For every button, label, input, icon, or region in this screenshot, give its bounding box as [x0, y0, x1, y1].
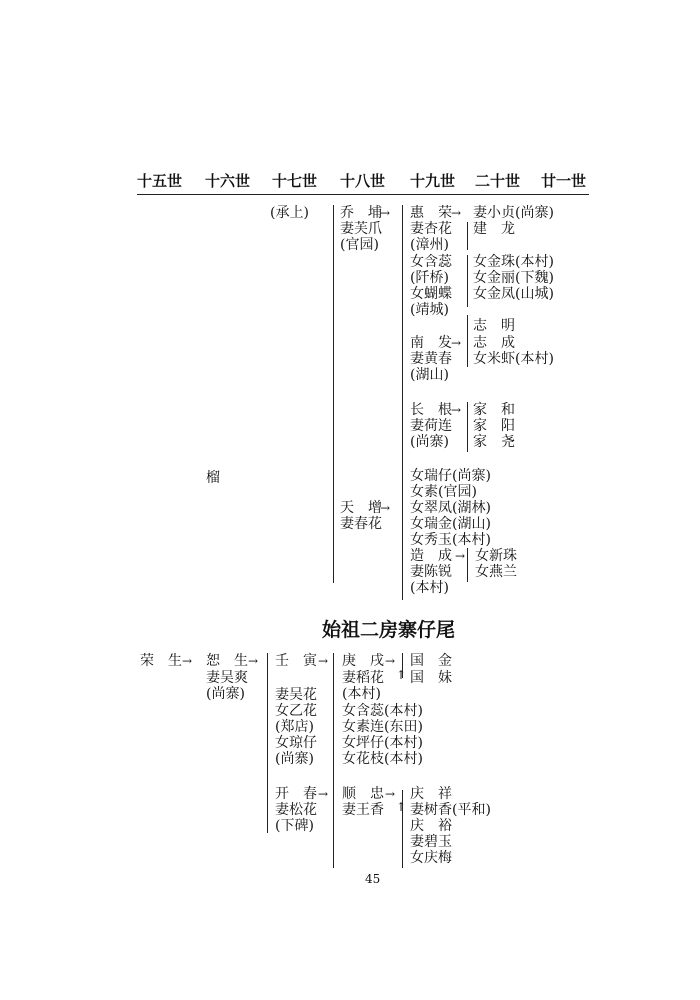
g20-d-line-2: 家 阳: [473, 418, 515, 434]
header-gen-16: 十六世: [205, 172, 251, 190]
lower-g19-b-line-4: 妻碧玉: [410, 834, 452, 850]
lower-g19-a-line-2: 国 妹: [410, 670, 452, 686]
lower-g17-b-line-3: (郑店): [275, 719, 314, 735]
arrow-icon: →: [385, 787, 396, 801]
g18-a-wife: 妻芙爪: [340, 221, 382, 237]
g19-a-line-4: 女含蕊: [410, 254, 452, 270]
arrow-icon: →: [385, 654, 396, 668]
g20-b-line-2: 女金丽(下魏): [473, 270, 554, 286]
arrow-icon: →: [248, 654, 259, 668]
arrow-icon: →: [318, 787, 329, 801]
g19-d-line-7: 妻陈锐: [410, 564, 452, 580]
g18-a-origin: (官园): [340, 237, 379, 253]
g19-d-line-4: 女瑞金(湖山): [410, 516, 491, 532]
g19-c-line-3: (尚寨): [410, 434, 449, 450]
lower-g17-b-line-4: 女琼仔: [275, 735, 317, 751]
branch-line-g20-a: [467, 222, 468, 250]
header-gen-15: 十五世: [137, 172, 183, 190]
lower-g17-c-line-3: (下碑): [275, 818, 314, 834]
g18-a-name: 乔 埔: [340, 205, 382, 221]
g19-b-line-1: 南 发: [410, 335, 452, 351]
lower-g18-a-line-4: 女含蕊(本村): [342, 703, 423, 719]
arrow-up-icon: ↑: [396, 668, 407, 682]
lower-g18-a-line-7: 女花枝(本村): [342, 751, 423, 767]
g19-b-line-2: 妻黄春: [410, 351, 452, 367]
g19-a-line-7: (靖城): [410, 302, 449, 318]
g19-d-line-5: 女秀玉(本村): [410, 532, 491, 548]
g19-a-line-5: (阡桥): [410, 270, 449, 286]
arrow-icon: →: [182, 654, 193, 668]
header-gen-17: 十七世: [272, 172, 318, 190]
lower-g18-a-line-5: 女素连(东田): [342, 719, 423, 735]
lower-g17-c-line-1: 开 春: [275, 786, 317, 802]
lower-g18-a-line-2: 妻稻花: [342, 670, 384, 686]
arrow-up-icon: ↑: [396, 800, 407, 814]
lower-g18-a-line-1: 庚 戌: [342, 653, 384, 669]
g19-d-line-1: 女瑞仔(尚寨): [410, 468, 491, 484]
g19-a-line-3: (漳州): [410, 237, 449, 253]
continued-note: (承上): [270, 205, 309, 221]
lower-g16-name: 恕 生: [206, 653, 248, 669]
g20-c-line-1: 志 明: [473, 318, 515, 334]
lower-g16-wife: 妻吴爽: [206, 670, 248, 686]
g19-a-line-6: 女蝴蝶: [410, 286, 452, 302]
branch-line-g20-c: [467, 315, 468, 367]
g19-d-line-6: 造 成: [410, 548, 452, 564]
lower-g16-origin: (尚寨): [206, 686, 245, 702]
header-rule: [137, 194, 589, 195]
arrow-icon: →: [380, 501, 391, 515]
g19-a-line-1: 惠 荣: [410, 205, 452, 221]
g20-d-line-1: 家 和: [473, 402, 515, 418]
g18-b-wife: 妻春花: [340, 516, 382, 532]
lower-g19-a-line-1: 国 金: [410, 653, 452, 669]
g20-c-line-3: 女米虾(本村): [473, 351, 554, 367]
branch-line-g20-b: [467, 255, 468, 307]
g20-e-line-1: 女新珠: [475, 548, 517, 564]
g19-c-line-1: 长 根: [410, 402, 452, 418]
lower-g18-a-line-6: 女坪仔(本村): [342, 735, 423, 751]
branch-line-g20-e: [467, 548, 468, 582]
lower-g18-b-line-2: 妻王香: [342, 802, 384, 818]
g18-b-name: 天 增: [340, 500, 382, 516]
arrow-icon: →: [451, 403, 462, 417]
g20-c-line-2: 志 成: [473, 335, 515, 351]
g19-d-line-8: (本村): [410, 580, 449, 596]
g20-d-line-3: 家 尧: [473, 434, 515, 450]
arrow-icon: →: [380, 206, 391, 220]
g19-c-line-2: 妻荷连: [410, 418, 452, 434]
g19-d-line-2: 女素(官园): [410, 484, 477, 500]
g20-e-line-2: 女燕兰: [475, 564, 517, 580]
branch-line-lower-g17: [267, 653, 268, 833]
g19-b-line-3: (湖山): [410, 367, 449, 383]
side-label: 榴: [206, 470, 220, 486]
header-gen-18: 十八世: [340, 172, 386, 190]
g20-b-line-1: 女金珠(本村): [473, 254, 554, 270]
arrow-icon: →: [451, 206, 462, 220]
lower-g17-c-line-2: 妻松花: [275, 802, 317, 818]
lower-g17-b-line-2: 女乙花: [275, 703, 317, 719]
lower-g17-b-line-5: (尚寨): [275, 751, 314, 767]
branch-line-lower-g18: [333, 653, 334, 868]
branch-line-g18: [333, 205, 334, 583]
branch-line-g19: [402, 205, 403, 600]
lower-g19-b-line-5: 女庆梅: [410, 850, 452, 866]
header-gen-20: 二十世: [475, 172, 521, 190]
lower-g18-b-line-1: 顺 忠: [342, 786, 384, 802]
branch-line-g20-d: [467, 402, 468, 452]
g19-d-line-3: 女翠凤(湖林): [410, 500, 491, 516]
g20-a-line-1: 妻小贞(尚寨): [473, 205, 554, 221]
arrow-icon: →: [455, 549, 466, 563]
lower-g19-b-line-2: 妻树香(平和): [410, 802, 491, 818]
page-number: 45: [365, 872, 381, 886]
arrow-icon: →: [451, 336, 462, 350]
lower-g15-name: 荣 生: [140, 653, 182, 669]
lower-g19-b-line-3: 庆 裕: [410, 818, 452, 834]
header-gen-19: 十九世: [410, 172, 456, 190]
section-title: 始祖二房寨仔尾: [322, 619, 456, 641]
lower-g17-b-line-1: 妻吴花: [275, 687, 317, 703]
g20-b-line-3: 女金凤(山城): [473, 286, 554, 302]
lower-g18-a-line-3: (本村): [342, 686, 381, 702]
g20-a-line-2: 建 龙: [473, 221, 515, 237]
lower-g19-b-line-1: 庆 祥: [410, 786, 452, 802]
header-gen-21: 廿一世: [541, 172, 587, 190]
arrow-icon: →: [318, 654, 329, 668]
g19-a-line-2: 妻杏花: [410, 221, 452, 237]
lower-g17-a-name: 壬 寅: [275, 653, 317, 669]
